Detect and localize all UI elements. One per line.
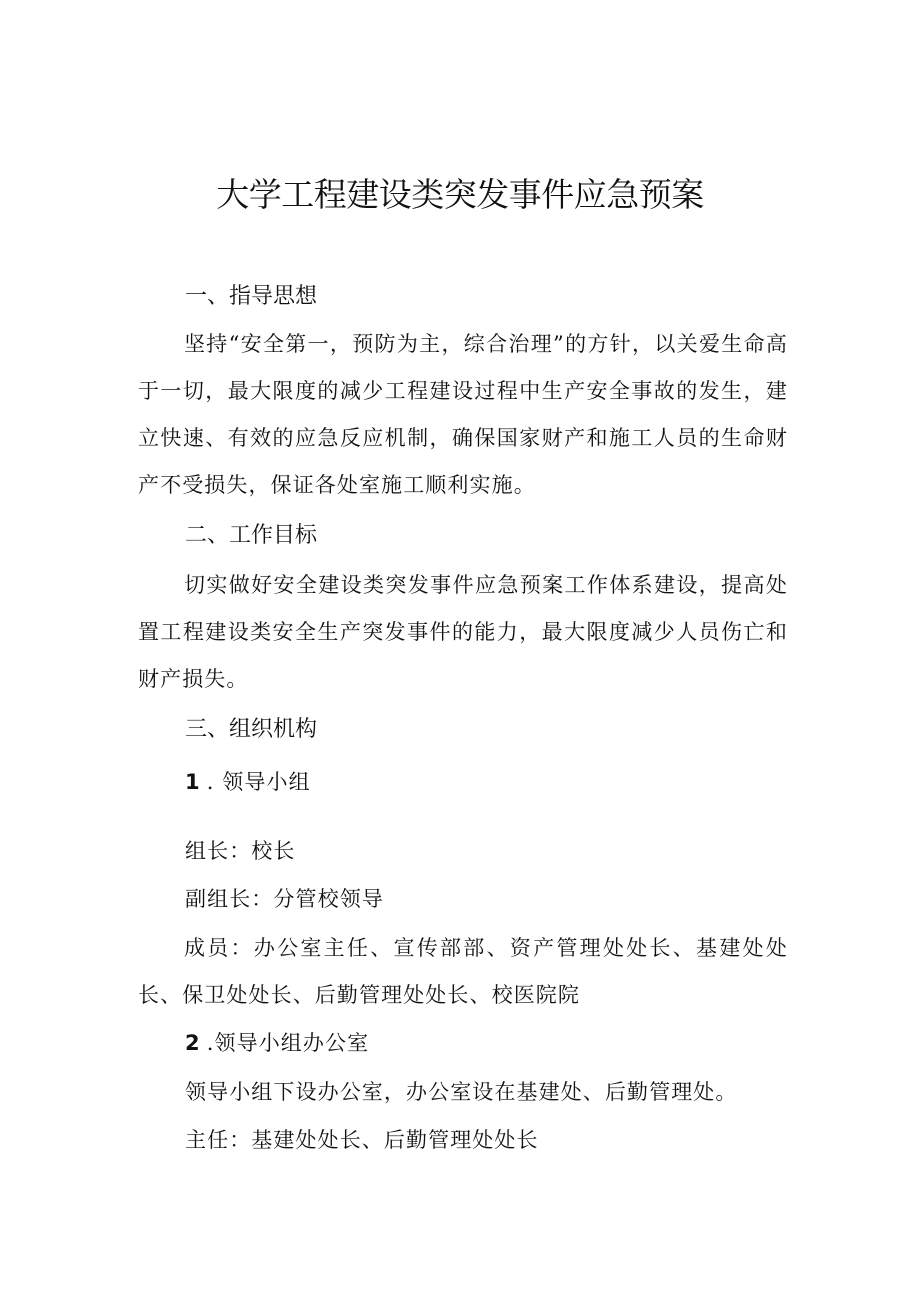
subsection-leadership-group: [185, 767, 311, 797]
subsection-number: 2: [185, 1031, 201, 1055]
subsection-number: 1: [185, 770, 201, 794]
section-paragraph-guiding-ideology: 坚持“安全第一，预防为主，综合治理”的方针，以关爱生命高于一切，最大限度的减少工程建设过程中生产安全事故的发生，建立快速、有效的应急反应机制，确保国家财产和施工人员的生命财产不受损失，保证各处室施工顺利实施。: [138, 332, 788, 497]
group-members-paragraph: 成员：办公室主任、宣传部部、资产管理处处长、基建处处长、保卫处处长、后勤管理处处长、校医院院: [138, 936, 788, 1007]
office-director-line: 主任：基建处处长、后勤管理处处长: [185, 1128, 539, 1152]
group-deputy-line: 副组长：分管校领导: [185, 887, 384, 911]
office-description-line: 领导小组下设办公室，办公室设在基建处、后勤管理处。: [185, 1080, 738, 1104]
section-heading-work-goals: 二、工作目标: [185, 523, 318, 548]
subsection-leadership-office: [185, 1028, 369, 1058]
section-paragraph-work-goals: 切实做好安全建设类突发事件应急预案工作体系建设，提高处置工程建设类安全生产突发事件的能力，最大限度减少人员伤亡和财产损失。: [138, 573, 788, 691]
section-heading-organization: 三、组织机构: [185, 717, 318, 742]
subsection-label: .领导小组办公室: [206, 1031, 370, 1055]
group-leader-line: 组长：校长: [185, 839, 296, 863]
document-title: 大学工程建设类突发事件应急预案: [216, 175, 704, 214]
subsection-label: . 领导小组: [206, 770, 311, 794]
section-heading-guiding-ideology: 一、指导思想: [185, 284, 318, 309]
